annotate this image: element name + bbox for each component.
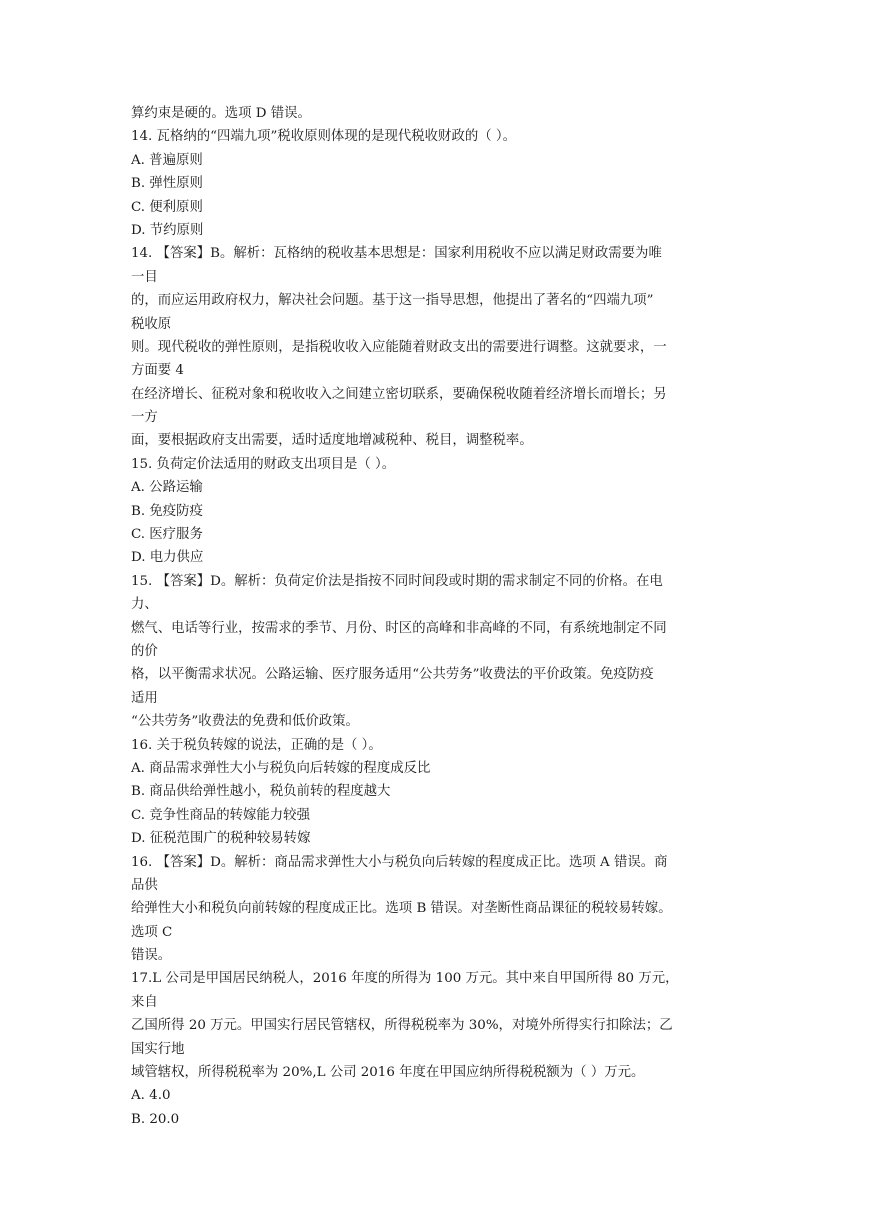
text-line: 15. 【答案】D。解析：负荷定价法是指按不同时间段或时期的需求制定不同的价格。在电 bbox=[131, 573, 663, 589]
text-line: B. 商品供给弹性越小，税负前转的程度越大 bbox=[131, 784, 391, 800]
text-line: 给弹性大小和税负向前转嫁的程度成正比。选项 B 错误。对垄断性商品课征的税较易转嫁。 bbox=[131, 901, 672, 917]
text-line: D. 征税范围广的税种较易转嫁 bbox=[131, 831, 311, 847]
text-line: 16. 关于税负转嫁的说法，正确的是（ ）。 bbox=[131, 737, 382, 753]
text-line: 力、 bbox=[131, 597, 158, 613]
text-line: 燃气、电话等行业，按需求的季节、月份、时区的高峰和非高峰的不同，有系统地制定不同 bbox=[131, 620, 667, 636]
text-line: A. 4.0 bbox=[131, 1088, 171, 1104]
text-line: 面，要根据政府支出需要，适时适度地增减税种、税目，调整税率。 bbox=[131, 433, 533, 449]
text-line: 选项 C bbox=[131, 924, 173, 940]
text-line: B. 弹性原则 bbox=[131, 176, 203, 192]
text-line: C. 便利原则 bbox=[131, 199, 203, 215]
text-line: 16. 【答案】D。解析：商品需求弹性大小与税负向后转嫁的程度成正比。选项 A 错误。商 bbox=[131, 854, 668, 870]
text-line: A. 商品需求弹性大小与税负向后转嫁的程度成反比 bbox=[131, 760, 431, 776]
text-line: 税收原 bbox=[131, 316, 172, 332]
text-line: 14. 【答案】B。解析：瓦格纳的税收基本思想是：国家利用税收不应以满足财政需要为唯 bbox=[131, 246, 662, 262]
text-line: C. 竞争性商品的转嫁能力较强 bbox=[131, 807, 310, 823]
text-line: B. 20.0 bbox=[131, 1111, 180, 1127]
document-body bbox=[131, 102, 743, 1131]
text-line: 国实行地 bbox=[131, 1041, 185, 1057]
text-line: 域管辖权，所得税税率为 20%,L 公司 2016 年度在甲国应纳所得税税额为（ ）万元。 bbox=[131, 1065, 645, 1081]
text-line: 来自 bbox=[131, 994, 158, 1010]
text-line: 乙国所得 20 万元。甲国实行居民管辖权，所得税税率为 30%，对境外所得实行扣除法；乙 bbox=[131, 1018, 673, 1034]
text-line: 一方 bbox=[131, 410, 158, 426]
text-line: A. 公路运输 bbox=[131, 480, 203, 496]
text-line: 算约束是硬的。选项 D 错误。 bbox=[131, 106, 311, 121]
text-line: 在经济增长、征税对象和税收收入之间建立密切联系，要确保税收随着经济增长而增长；另 bbox=[131, 386, 667, 402]
text-line: D. 节约原则 bbox=[131, 222, 204, 238]
text-line: 方面要 4 bbox=[131, 363, 184, 379]
text-line: 品供 bbox=[131, 877, 158, 893]
text-line: D. 电力供应 bbox=[131, 550, 204, 566]
text-line: 错误。 bbox=[131, 948, 172, 964]
text-line: C. 医疗服务 bbox=[131, 527, 203, 543]
text-line: 的价 bbox=[131, 643, 158, 659]
text-line: 17.L 公司是甲国居民纳税人，2016 年度的所得为 100 万元。其中来自甲国所得 80 万元， bbox=[131, 971, 679, 987]
text-line: 格，以平衡需求状况。公路运输、医疗服务适用“公共劳务”收费法的平价政策。免疫防疫 bbox=[131, 667, 654, 683]
text-line: “公共劳务”收费法的免费和低价政策。 bbox=[131, 714, 359, 730]
text-line: 适用 bbox=[131, 690, 158, 706]
text-line: 则。现代税收的弹性原则，是指税收收入应能随着财政支出的需要进行调整。这就要求，一 bbox=[131, 339, 667, 355]
text-line: 一目 bbox=[131, 269, 158, 285]
text-line: 15. 负荷定价法适用的财政支出项目是（ ）。 bbox=[131, 456, 396, 472]
text-line: 的，而应运用政府权力，解决社会问题。基于这一指导思想，他提出了著名的“四端九项” bbox=[131, 293, 654, 309]
text-line: B. 免疫防疫 bbox=[131, 503, 203, 519]
text-line: 14. 瓦格纳的“四端九项”税收原则体现的是现代税收财政的（ ）。 bbox=[131, 129, 516, 145]
text-line: A. 普遍原则 bbox=[131, 152, 203, 168]
